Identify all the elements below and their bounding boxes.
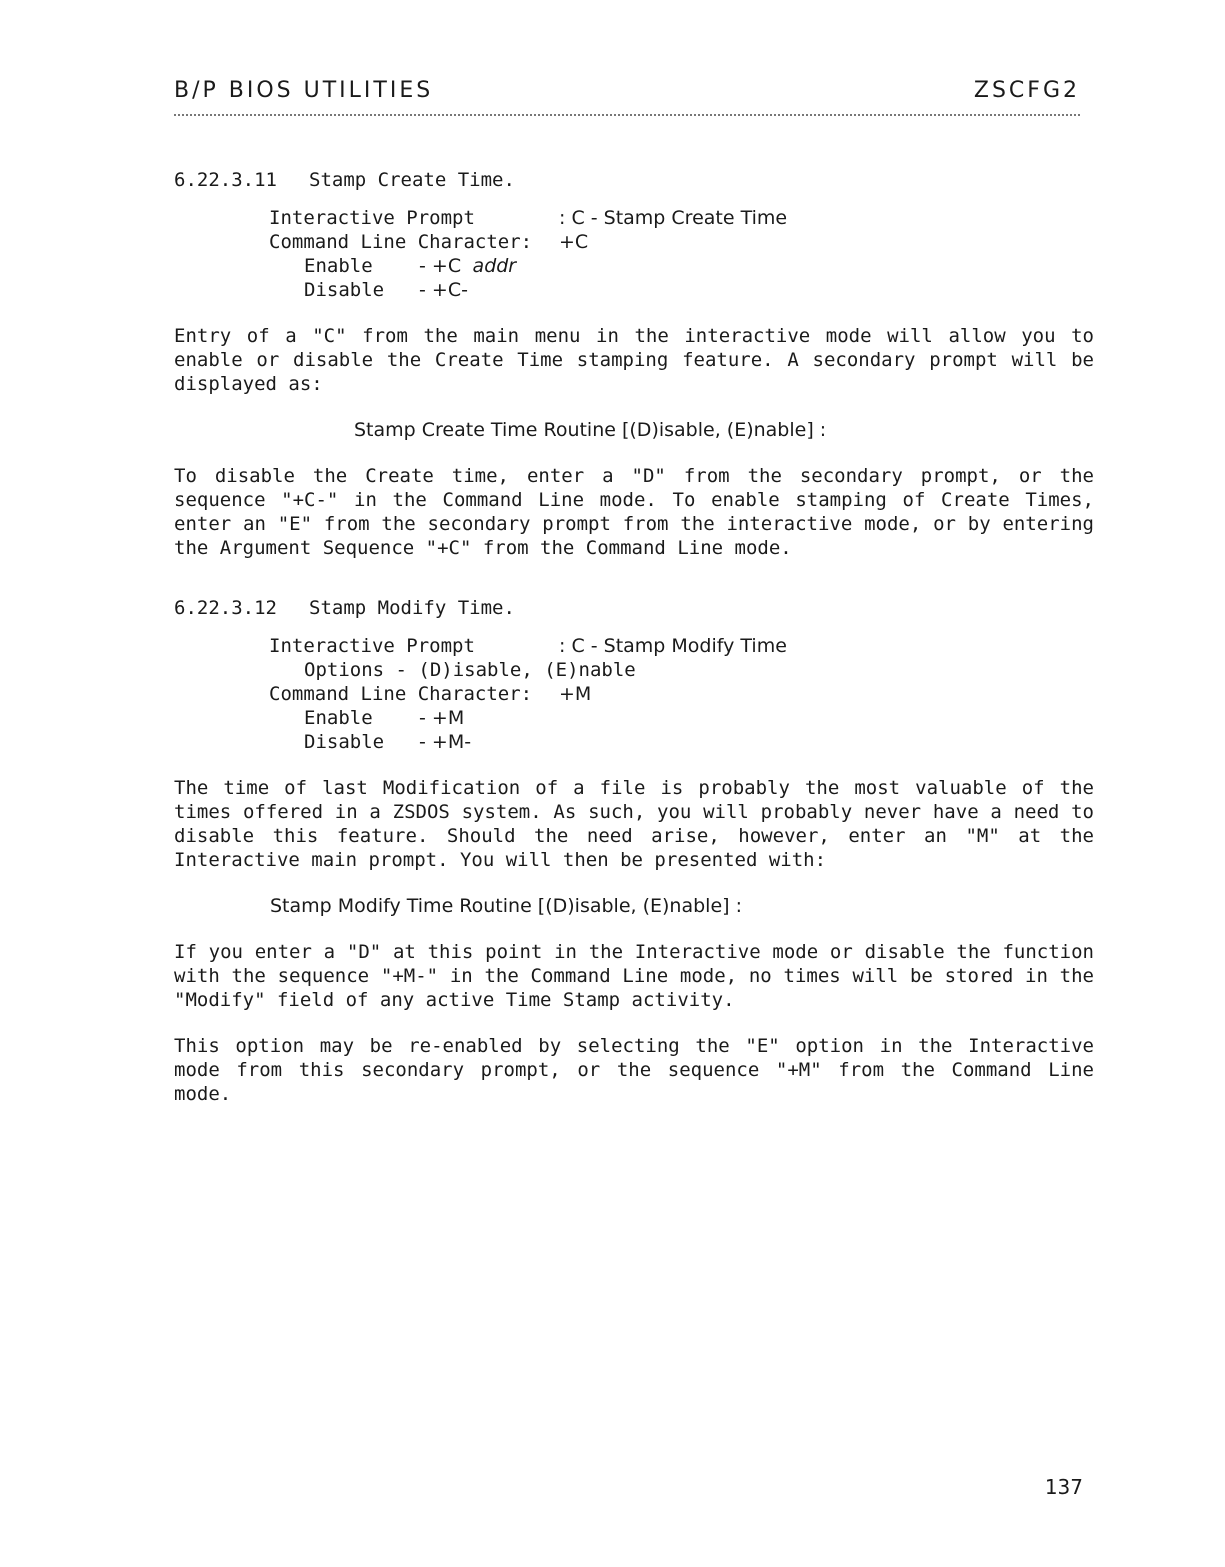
param-key: Disable xyxy=(304,731,385,753)
param-key: Command Line Character: xyxy=(269,683,533,705)
param-block xyxy=(269,634,1094,754)
prompt-line: Stamp Modify Time Routine [(D)isable, (E)nable] : xyxy=(270,895,743,917)
param-key: Interactive Prompt xyxy=(269,635,475,657)
section-title: Stamp Create Time. xyxy=(309,169,515,191)
section-heading xyxy=(174,168,1094,192)
prompt-line: Stamp Create Time Routine [(D)isable, (E)nable] : xyxy=(354,419,827,441)
param-value: - +M xyxy=(419,707,465,729)
param-value: : C - Stamp Modify Time xyxy=(559,635,787,657)
paragraph: The time of last Modification of a file is probably the most valuable of the times offered in a ZSDOS system. As such, you will probably never have a need to disable this feature. Should the need arise, however, enter an "M" at the Interactive main prompt. You will then be presented with: xyxy=(174,777,1094,871)
param-value: +M xyxy=(559,683,592,705)
param-key: Command Line Character: xyxy=(269,231,533,253)
param-value: : C - Stamp Create Time xyxy=(559,207,788,229)
paragraph: If you enter a "D" at this point in the Interactive mode or disable the function with the sequence "+M-" in the Command Line mode, no times will be stored in the "Modify" field of any active Time Stamp activity. xyxy=(174,941,1094,1011)
param-options: Options - (D)isable, (E)nable xyxy=(304,659,636,681)
header-title: B/P BIOS UTILITIES xyxy=(174,78,434,103)
header-divider xyxy=(174,114,1080,116)
param-key: Enable xyxy=(304,707,373,729)
param-value: +C xyxy=(559,231,589,253)
header-code: ZSCFG2 xyxy=(973,78,1080,103)
paragraph: Entry of a "C" from the main menu in the interactive mode will allow you to enable or disable the Create Time stamping feature. A secondary prompt will be displayed as: xyxy=(174,325,1094,395)
paragraph: To disable the Create time, enter a "D" from the secondary prompt, or the sequence "+C-" in the Command Line mode. To enable stamping of Create Times, enter an "E" from the secondary prompt from the interactive mode, or by entering the Argument Sequence "+C" from the Command Line mode. xyxy=(174,465,1094,559)
section-number: 6.22.3.12 xyxy=(174,597,277,619)
param-arg: addr xyxy=(472,255,517,277)
param-key: Interactive Prompt xyxy=(269,207,475,229)
page-number: 137 xyxy=(1044,1475,1083,1499)
page-header xyxy=(174,78,1080,108)
param-value: - +M- xyxy=(419,731,472,753)
param-key: Enable xyxy=(304,255,373,277)
param-block xyxy=(269,206,1094,302)
section-title: Stamp Modify Time. xyxy=(309,597,515,619)
paragraph: This option may be re-enabled by selecting the "E" option in the Interactive mode from this secondary prompt, or the sequence "+M" from the Command Line mode. xyxy=(174,1035,1094,1105)
param-value: - +C- xyxy=(419,279,468,301)
param-key: Disable xyxy=(304,279,385,301)
param-value: - +C xyxy=(419,255,462,277)
page-body xyxy=(174,168,1094,1128)
section-heading xyxy=(174,596,1094,620)
section-number: 6.22.3.11 xyxy=(174,169,277,191)
